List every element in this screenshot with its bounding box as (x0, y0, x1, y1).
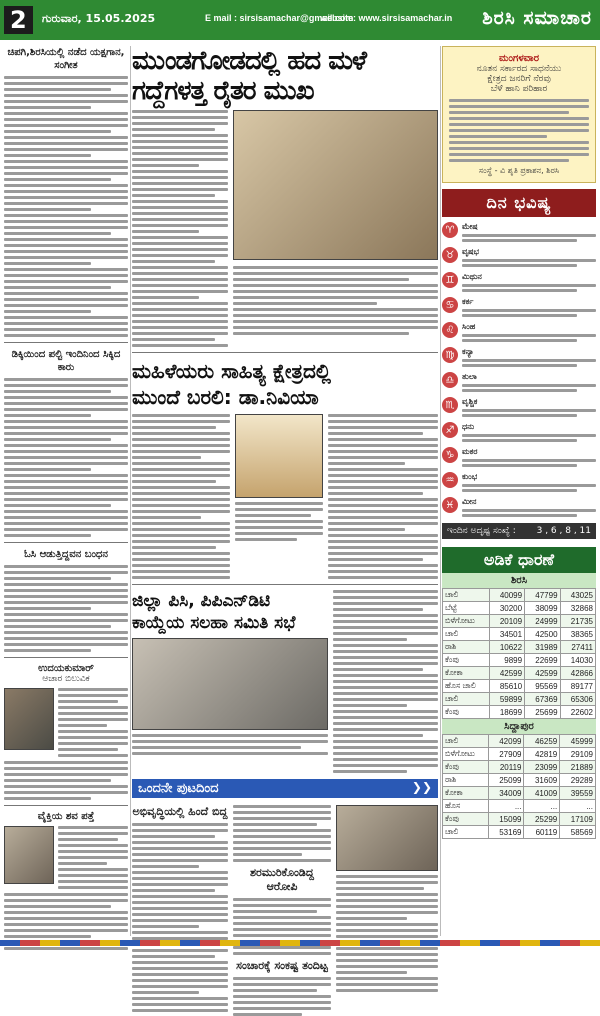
profile-udayakumar-sub: ಆಚಾರ ಬಿಲುವಿಕ (42, 674, 90, 684)
virgo-icon: ♍ (442, 347, 458, 363)
price-cell: 29289 (560, 774, 596, 787)
ad-footer: ಸಂಸ್ಥೆ - ವಿ ಶೃತಿ ಪ್ರಕಾಶನ, ಶಿರಸಿ (478, 166, 560, 175)
committee-meeting-headline-line2: ಕಾಯ್ದೆಯ ಸಲಹಾ ಸಮಿತಿ ಸಭೆ (132, 613, 296, 633)
continued-story3-head: ಸಂಚಾರಕ್ಕೆ ಸಂಕಷ್ಟ ತಂದಿಟ್ಟ (236, 959, 328, 972)
newspaper-brand: ಶಿರಸಿ ಸಮಾಚಾರ (482, 7, 592, 29)
price-cell: 20119 (488, 761, 524, 774)
grade-cell: ಹೊಸ ಚಾಲಿ (443, 680, 490, 693)
zodiac-item: ♌ ಸಿಂಹ (442, 322, 596, 342)
meeting-photo (132, 638, 328, 730)
lead-story-body (132, 110, 228, 347)
price-cell: 25699 (525, 706, 560, 719)
story-arrest-body (4, 565, 128, 652)
ad-box (442, 46, 596, 183)
continued-story2-head: ಶರಮುರಿಕೊಂಡಿದ್ದ ಆರೋಪಿ (250, 866, 314, 893)
grade-cell: ಚಾಲಿ (443, 693, 490, 706)
zodiac-item: ♑ ಮಕರ (442, 447, 596, 467)
right-column (442, 46, 596, 839)
table-row (443, 748, 596, 761)
ad-line-2: ಕ್ಷೇತ್ರದ ಜನರಿಗೆ ನೆರವು (487, 74, 551, 84)
grade-cell: ಕೆಂಪು (443, 761, 489, 774)
price-cell: 29109 (560, 748, 596, 761)
price-cell: 22699 (525, 654, 560, 667)
aquarius-icon: ♒ (442, 472, 458, 488)
table-row (443, 654, 596, 667)
grade-cell: ಚಾಲಿ (443, 735, 489, 748)
grade-cell: ಚಾಲಿ (443, 589, 490, 602)
price-cell: 46259 (524, 735, 560, 748)
table-row (443, 680, 596, 693)
left-column (4, 46, 128, 950)
profile-body-found-head: ವೈಕ್ತಿಯ ಶವ ಪತ್ತೆ (37, 811, 95, 822)
price-cell: 22602 (560, 706, 595, 719)
price-cell: 24999 (525, 615, 560, 628)
table-row (443, 761, 596, 774)
women-literature-headline-line1: ಮಹಿಳೆಯರು ಸಾಹಿತ್ಯ ಕ್ಷೇತ್ರದಲ್ಲಿ (132, 359, 331, 383)
capricorn-icon: ♑ (442, 447, 458, 463)
grade-cell: ರಾಶಿ (443, 641, 490, 654)
zodiac-item: ♈ ಮೇಷ (442, 222, 596, 242)
issue-date: ಗುರುವಾರ, 15.05.2025 (42, 12, 156, 25)
price-cell: 47799 (525, 589, 560, 602)
price-cell: 59899 (489, 693, 524, 706)
continued-section-title: ಒಂದನೇ ಪುಟದಿಂದ (138, 781, 219, 796)
leo-icon: ♌ (442, 322, 458, 338)
price-cell: 21735 (560, 615, 595, 628)
grade-cell: ಕೋಕಾ (443, 787, 489, 800)
price-cell: 20109 (489, 615, 524, 628)
ad-line-3: ಬೆಳೆ ಹಾನಿ ಪರಿಹಾರ (490, 84, 548, 94)
lucky-number-strip (442, 523, 596, 539)
price-cell: 10622 (489, 641, 524, 654)
lead-headline-line2: ಗದ್ದೆಗಳತ್ತ ರೈತರ ಮುಖ (132, 76, 314, 106)
gemini-icon: ♊ (442, 272, 458, 288)
grade-cell: ಕೆಂಪು (443, 813, 489, 826)
table-row (443, 602, 596, 615)
price-cell: 42866 (560, 667, 595, 680)
grade-cell: ಬೆಟ್ಟೆ (443, 602, 490, 615)
price-cell: 30200 (489, 602, 524, 615)
price-cell: 42819 (524, 748, 560, 761)
market-siddapura-table (442, 734, 596, 839)
price-cell: 60119 (524, 826, 560, 839)
price-cell: 14030 (560, 654, 595, 667)
price-cell: 25099 (488, 774, 524, 787)
grade-cell: ಕೆಂಪು (443, 654, 490, 667)
taurus-icon: ♉ (442, 247, 458, 263)
table-row (443, 826, 596, 839)
price-cell: 45999 (560, 735, 596, 748)
libra-icon: ♎ (442, 372, 458, 388)
price-cell: 67369 (525, 693, 560, 706)
event-award-photo (235, 414, 323, 498)
table-row (443, 813, 596, 826)
grade-cell: ಚಾಲಿ (443, 826, 489, 839)
profile-photo (4, 688, 54, 750)
grade-cell: ಚಾಲಿ (443, 628, 490, 641)
website-link[interactable]: website: www.sirsisamachar.in (320, 13, 453, 23)
price-cell: 32868 (560, 602, 595, 615)
continued-story1-head: ಅಭಿವೃದ್ಧಿಯಲ್ಲಿ ಹಿಂದೆ ಬಿದ್ದ (132, 805, 228, 818)
price-cell: 21889 (560, 761, 596, 774)
price-cell: 17109 (560, 813, 596, 826)
price-cell: 42599 (525, 667, 560, 680)
pisces-icon: ♓ (442, 497, 458, 513)
price-cell: 85610 (489, 680, 524, 693)
masthead (0, 0, 600, 40)
contact-email[interactable]: E mail : sirsisamachar@gmail.com (205, 13, 354, 23)
market-sirsi-table (442, 588, 596, 719)
story-yakshagana-body (4, 76, 128, 337)
aries-icon: ♈ (442, 222, 458, 238)
price-cell: ... (488, 800, 524, 813)
continued-section-band (132, 779, 438, 798)
zodiac-item: ♎ ತುಲಾ (442, 372, 596, 392)
cancer-icon: ♋ (442, 297, 458, 313)
price-cell: 42500 (525, 628, 560, 641)
story-arrest-head: ಓಸಿ ಆಡುತ್ತಿದ್ದವನ ಬಂಧನ (24, 549, 108, 560)
zodiac-item: ♏ ವೃಶ್ಚಿಕ (442, 397, 596, 417)
price-cell: 31609 (524, 774, 560, 787)
center-column (132, 46, 438, 1016)
price-cell: 23099 (524, 761, 560, 774)
story-accident-body (4, 378, 128, 537)
sagittarius-icon: ♐ (442, 422, 458, 438)
zodiac-item: ♋ ಕರ್ಕ (442, 297, 596, 317)
price-cell: 58569 (560, 826, 596, 839)
ad-title: ಮಂಗಳವಾರ (498, 53, 540, 64)
deceased-photo (4, 826, 54, 884)
women-literature-headline-line2: ಮುಂದೆ ಬರಲಿ: ಡಾ.ನಿವಿಯಾ (132, 385, 319, 409)
arecanut-price-head: ಅಡಿಕೆ ಧಾರಣೆ (442, 547, 596, 573)
market-sirsi-head: ಶಿರಸಿ (442, 573, 596, 588)
table-row (443, 800, 596, 813)
story-accident-head: ಡಿಕ್ಕಿಯಿಂದ ಪಲ್ಟಿ ಇಂದಿನಿಂದ ಸಿಕ್ಕಿದ ಕಾರು (11, 349, 121, 373)
committee-meeting-body (333, 590, 438, 773)
price-cell: 15099 (488, 813, 524, 826)
price-cell: 53169 (488, 826, 524, 839)
table-row (443, 589, 596, 602)
footer-color-strip (0, 940, 600, 946)
price-cell: 42599 (489, 667, 524, 680)
profile-udayakumar-name: ಉದಯಕುಮಾರ್ (38, 663, 94, 674)
zodiac-item: ♒ ಕುಂಭ (442, 472, 596, 492)
ad-line-1: ನೂತನ ಸರ್ಕಾರದ ಸಾಧನೆಯು (476, 64, 562, 74)
grade-cell: ಕೋಕಾ (443, 667, 490, 680)
zodiac-item: ♉ ವೃಷಭ (442, 247, 596, 267)
price-cell: 25299 (524, 813, 560, 826)
lead-headline-line1: ಮುಂಡಗೋಡದಲ್ಲಿ ಹದ ಮಳೆ (132, 46, 367, 76)
zodiac-item: ♓ ಮೀನ (442, 497, 596, 517)
price-cell: 65306 (560, 693, 595, 706)
committee-meeting-headline-line1: ಜಿಲ್ಲಾ ಪಿಸಿ, ಪಿಪಿಎನ್‌ಡಿಟಿ (132, 591, 271, 611)
price-cell: 31989 (525, 641, 560, 654)
table-row (443, 641, 596, 654)
farm-tractor-photo (233, 110, 438, 260)
grade-cell: ಬಿಳೆಗೋಟು (443, 615, 490, 628)
table-row (443, 693, 596, 706)
page-number: 2 (4, 6, 33, 34)
grade-cell: ಕೆಂಪು (443, 706, 490, 719)
grade-cell: ರಾಶಿ (443, 774, 489, 787)
price-cell: 18699 (489, 706, 524, 719)
price-cell: 38099 (525, 602, 560, 615)
price-cell: 39559 (560, 787, 596, 800)
story-yakshagana-head: ಚಿಪಗಿ,ಶಿರಸಿಯಲ್ಲಿ ನಡೆದ ಯಕ್ಷಗಾನ, ಸಂಗೀತ (7, 47, 125, 71)
price-cell: 40099 (489, 589, 524, 602)
table-row (443, 706, 596, 719)
scorpio-icon: ♏ (442, 397, 458, 413)
price-cell: 34009 (488, 787, 524, 800)
zodiac-item: ♍ ಕನ್ಯಾ (442, 347, 596, 367)
lucky-number-value: 3 , 6 , 8 , 11 (536, 526, 591, 536)
lucky-number-label: ಇಂದಿನ ಅದೃಷ್ಟ ಸಂಖ್ಯೆ : (447, 526, 516, 536)
price-cell: 95569 (525, 680, 560, 693)
market-siddapura-head: ಸಿದ್ದಾಪುರ (442, 719, 596, 734)
women-literature-body (132, 414, 230, 579)
price-cell: ... (524, 800, 560, 813)
price-cell: 41009 (524, 787, 560, 800)
table-row (443, 615, 596, 628)
price-cell: 34501 (489, 628, 524, 641)
table-row (443, 628, 596, 641)
table-row (443, 735, 596, 748)
zodiac-item: ♐ ಧನು (442, 422, 596, 442)
table-row (443, 787, 596, 800)
price-cell: 38365 (560, 628, 595, 641)
zodiac-item: ♊ ಮಿಥುನ (442, 272, 596, 292)
table-row (443, 667, 596, 680)
road-photo (336, 805, 438, 871)
price-cell: 9899 (489, 654, 524, 667)
horoscope-list (442, 222, 596, 517)
price-cell: 89177 (560, 680, 595, 693)
grade-cell: ಬಿಳೆಗೋಟು (443, 748, 489, 761)
horoscope-head: ದಿನ ಭವಿಷ್ಯ (442, 189, 596, 217)
table-row (443, 774, 596, 787)
price-cell: 27909 (488, 748, 524, 761)
price-cell: ... (560, 800, 596, 813)
grade-cell: ಹೊಸ (443, 800, 489, 813)
price-cell: 43025 (560, 589, 595, 602)
double-arrow-icon: ❯❯ (411, 780, 432, 794)
price-cell: 27411 (560, 641, 595, 654)
price-cell: 42099 (488, 735, 524, 748)
